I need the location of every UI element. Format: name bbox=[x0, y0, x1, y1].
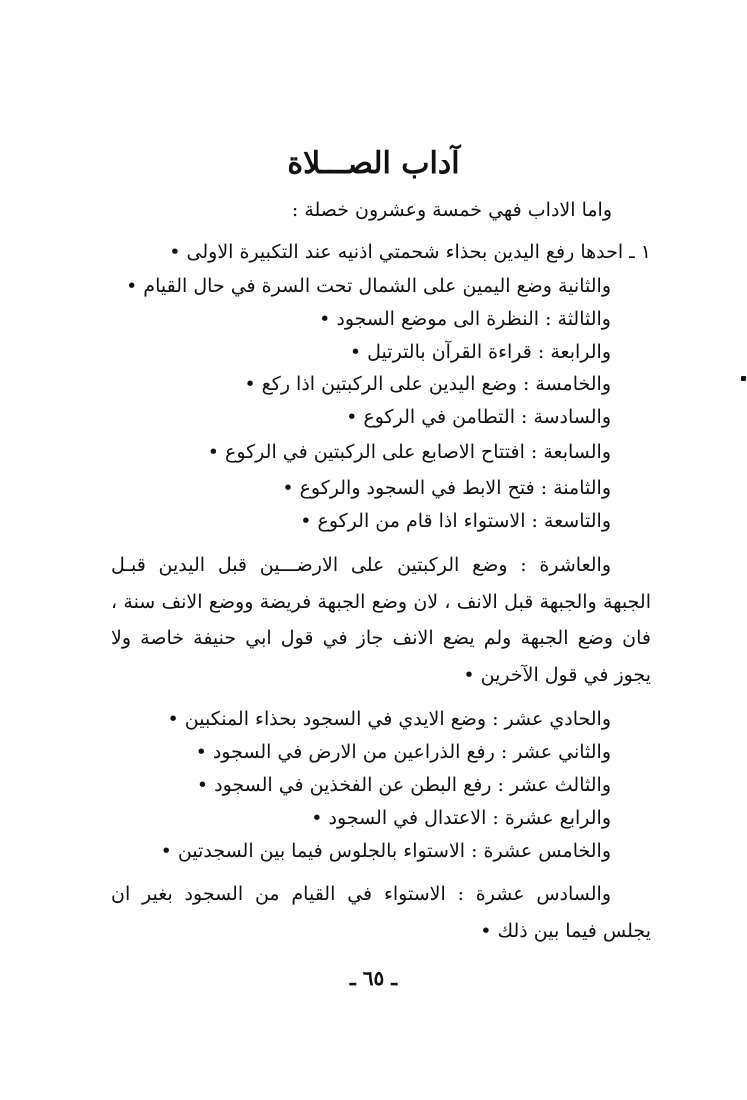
margin-mark bbox=[741, 376, 746, 381]
item-line: والحادي عشر : وضع الايدي في السجود بحذاء المنكبين • bbox=[167, 708, 611, 730]
item-line: والخامس عشرة : الاستواء بالجلوس فيما بين السجدتين • bbox=[160, 840, 611, 862]
item-line: والرابعة : قراءة القرآن بالترتيل • bbox=[349, 341, 611, 363]
page-number: ـ ٦٥ ـ bbox=[349, 966, 398, 990]
item-line: والثالثة : النظرة الى موضع السجود • bbox=[319, 308, 611, 330]
item-line: والثالث عشر : رفع البطن عن الفخذين في السجود • bbox=[196, 774, 611, 796]
item-line: والتاسعة : الاستواء اذا قام من الركوع • bbox=[300, 510, 611, 532]
item-line: والثاني عشر : رفع الذراعين من الارض في السجود • bbox=[195, 741, 611, 763]
item-line: والثامنة : فتح الابط في السجود والركوع • bbox=[282, 477, 611, 499]
page-title: آداب الصـــلاة bbox=[287, 146, 460, 181]
paragraph-sixteenth: والسادس عشرة : الاستواء في القيام من السجود بغير ان يجلس فيما بين ذلك • bbox=[111, 883, 651, 942]
item-line: والخامسة : وضع اليدين على الركبتين اذا ركع • bbox=[244, 373, 611, 395]
item-line: والثانية وضع اليمين على الشمال تحت السرة في حال القيام • bbox=[126, 275, 611, 297]
intro-line: واما الاداب فهي خمسة وعشرون خصلة : bbox=[291, 199, 612, 221]
item-line: ١ ـ احدها رفع اليدين بحذاء شحمتي اذنيه عند التكبيرة الاولى • bbox=[169, 241, 651, 263]
item-line: والسابعة : افتتاح الاصابع على الركبتين في الركوع • bbox=[207, 441, 611, 463]
item-line: والرابع عشرة : الاعتدال في السجود • bbox=[311, 807, 611, 829]
item-line: والسادسة : التطامن في الركوع • bbox=[346, 406, 611, 428]
paragraph-tenth: والعاشرة : وضع الركبتين على الارضـــين قبل اليدين قبـل الجبهة والجبهة قبل الانف ، لان وضع الجبهة فريضة ووضع الانف سنة ، فان وضع الجبهة ولم يضع الانف جاز في قول ابي حنيفة خاصة ولا يجوز في قول الآخرين • bbox=[111, 554, 651, 686]
